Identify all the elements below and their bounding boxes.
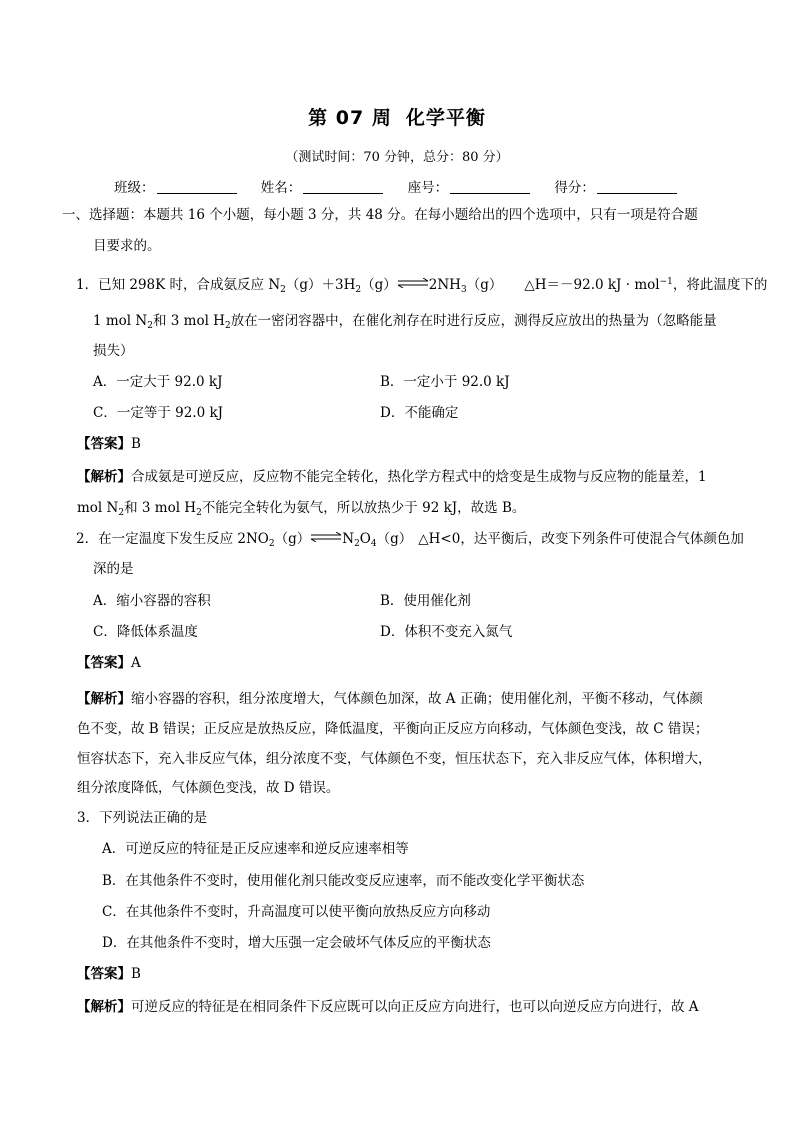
- class-blank: [157, 181, 237, 194]
- q2-o: O: [359, 531, 371, 547]
- q1-sub: 2: [280, 285, 286, 295]
- title-topic: 化学平衡: [405, 107, 486, 129]
- q2-g1: （g）: [274, 531, 311, 547]
- q1-sub: 2: [196, 508, 202, 518]
- analysis-label: 【解析】: [77, 691, 131, 707]
- class-field: [114, 176, 237, 196]
- answer-value: B: [131, 966, 141, 982]
- q2-option-b: B．使用催化剂: [380, 593, 471, 609]
- q1-lead: 1．已知 298K 时，合成氨反应 N: [76, 277, 281, 293]
- answer-label: 【答案】: [77, 436, 131, 452]
- q3-option-d: D．在其他条件不变时，增大压强一定会破坏气体反应的平衡状态: [102, 935, 491, 951]
- class-label: 班级：: [114, 180, 155, 196]
- q2-lead: 2．在一定温度下发生反应 2NO: [76, 531, 269, 547]
- q2-g2: （g）: [376, 531, 413, 547]
- analysis-text: 可逆反应的特征是在相同条件下反应既可以向正反应方向进行，也可以向逆反应方向进行，故 A: [131, 999, 699, 1015]
- analysis-text: 缩小容器的容积，组分浓度增大，气体颜色加深，故 A 正确；使用催化剂，平衡不移动，气体颜: [131, 691, 703, 707]
- q1-sub: 2: [224, 321, 231, 331]
- q1-sub: 2: [355, 285, 362, 295]
- q2-analysis-line2: 色不变，故 B 错误；正反应是放热反应，降低温度，平衡向正反应方向移动，气体颜色变浅，故 C 错误；: [77, 721, 709, 737]
- q1-sub: 2: [118, 508, 125, 518]
- name-field: [261, 176, 384, 196]
- q1-stem-line1: [76, 273, 767, 299]
- q2-analysis-line4: 组分浓度降低，气体颜色变浅，故 D 错误。: [77, 780, 340, 796]
- seat-field: [408, 176, 531, 196]
- q1-enthalpy: △H＝－92.0 kJ · mol: [524, 277, 660, 293]
- analysis-text: 和 3 mol H: [124, 500, 197, 516]
- analysis-text: mol N: [77, 500, 119, 516]
- analysis-text: 合成氨是可逆反应，反应物不能完全转化，热化学方程式中的焓变是生成物与反应物的能量差，1: [131, 469, 707, 485]
- q2-sub: 2: [268, 539, 275, 549]
- test-info: （测试时间：70 分钟，总分：80 分）: [285, 150, 509, 165]
- q2-n2o4: N: [342, 531, 355, 547]
- q1-sub: 2: [147, 321, 153, 331]
- answer-value: B: [131, 436, 141, 452]
- q1-sub: 3: [460, 285, 467, 295]
- q2-enthalpy: △H<0，达平衡后，改变下列条件可使混合气体颜色加: [418, 531, 744, 547]
- q2-option-d: D．体积不变充入氮气: [380, 624, 513, 640]
- analysis-label: 【解析】: [77, 999, 131, 1015]
- q1-stem-line3: 损失）: [93, 343, 134, 359]
- q1-l2e: 放在一密闭容器中，在催化剂存在时进行反应，测得反应放出的热量为（忽略能量: [230, 313, 717, 329]
- title-week: 第 07 周: [308, 107, 392, 129]
- q1-option-a: A．一定大于 92.0 kJ: [93, 374, 223, 390]
- q1-option-c: C．一定等于 92.0 kJ: [93, 405, 224, 421]
- name-label: 姓名：: [260, 180, 302, 196]
- q1-option-d: D．不能确定: [380, 405, 459, 421]
- q1-l2a: 1 mol N: [93, 313, 148, 329]
- seat-label: 座号：: [407, 180, 449, 196]
- q3-option-b: B．在其他条件不变时，使用催化剂只能改变反应速率，而不能改变化学平衡状态: [102, 873, 585, 889]
- q2-analysis-line1: [77, 690, 703, 708]
- q2-analysis-line3: 恒容状态下，充入非反应气体，组分浓度不变，气体颜色不变，恒压状态下，充入非反应气体，体积增大，: [77, 751, 712, 767]
- score-blank: [597, 181, 677, 194]
- equilibrium-arrow-icon: [310, 532, 342, 542]
- q1-g2: （g）: [361, 277, 397, 293]
- q1-answer: [77, 435, 141, 453]
- score-label: 得分：: [554, 180, 595, 196]
- student-info-line: [114, 176, 689, 196]
- q3-option-a: A．可逆反应的特征是正反应速率和逆反应速率相等: [102, 841, 409, 857]
- seat-blank: [450, 181, 530, 194]
- q2-option-c: C．降低体系温度: [93, 624, 198, 640]
- q2-stem-line2: 深的是: [93, 561, 134, 577]
- q1-l2c: 和 3 mol H: [152, 313, 225, 329]
- q1-g3: （g）: [466, 277, 503, 293]
- page-title: [0, 103, 794, 130]
- q3-stem: 3．下列说法正确的是: [77, 810, 208, 826]
- section-heading-line1: 一、选择题：本题共 16 个小题，每小题 3 分，共 48 分。在每小题给出的四个选项中，只有一项是符合题: [62, 207, 698, 223]
- name-blank: [303, 181, 383, 194]
- equilibrium-arrow-icon: [397, 278, 429, 288]
- q1-analysis-line1: [77, 468, 707, 486]
- answer-value: A: [131, 655, 141, 671]
- answer-label: 【答案】: [77, 655, 131, 671]
- q2-answer: [77, 654, 141, 672]
- q1-option-b: B．一定小于 92.0 kJ: [380, 374, 510, 390]
- q3-option-c: C．在其他条件不变时，升高温度可以使平衡向放热反应方向移动: [102, 904, 491, 920]
- q3-analysis-line1: [77, 998, 699, 1016]
- q2-sub: 4: [370, 539, 377, 549]
- q3-answer: [77, 965, 141, 983]
- q1-g1: （g）＋3H: [285, 277, 356, 293]
- analysis-label: 【解析】: [77, 469, 131, 485]
- answer-label: 【答案】: [77, 966, 131, 982]
- q2-stem-line1: [76, 530, 744, 553]
- q1-analysis-line2: [77, 499, 525, 522]
- analysis-text: 不能完全转化为氨气，所以放热少于 92 kJ，故选 B。: [201, 500, 526, 516]
- section-heading-line2: 目要求的。: [93, 238, 161, 254]
- q1-stem-line2: [93, 312, 717, 335]
- q2-sub: 2: [354, 539, 360, 549]
- q1-nh3: 2NH: [428, 277, 461, 293]
- q1-sup: −1: [659, 277, 673, 287]
- q1-tail: ，将此温度下的: [672, 277, 768, 293]
- score-field: [554, 176, 677, 196]
- q2-option-a: A．缩小容器的容积: [93, 593, 211, 609]
